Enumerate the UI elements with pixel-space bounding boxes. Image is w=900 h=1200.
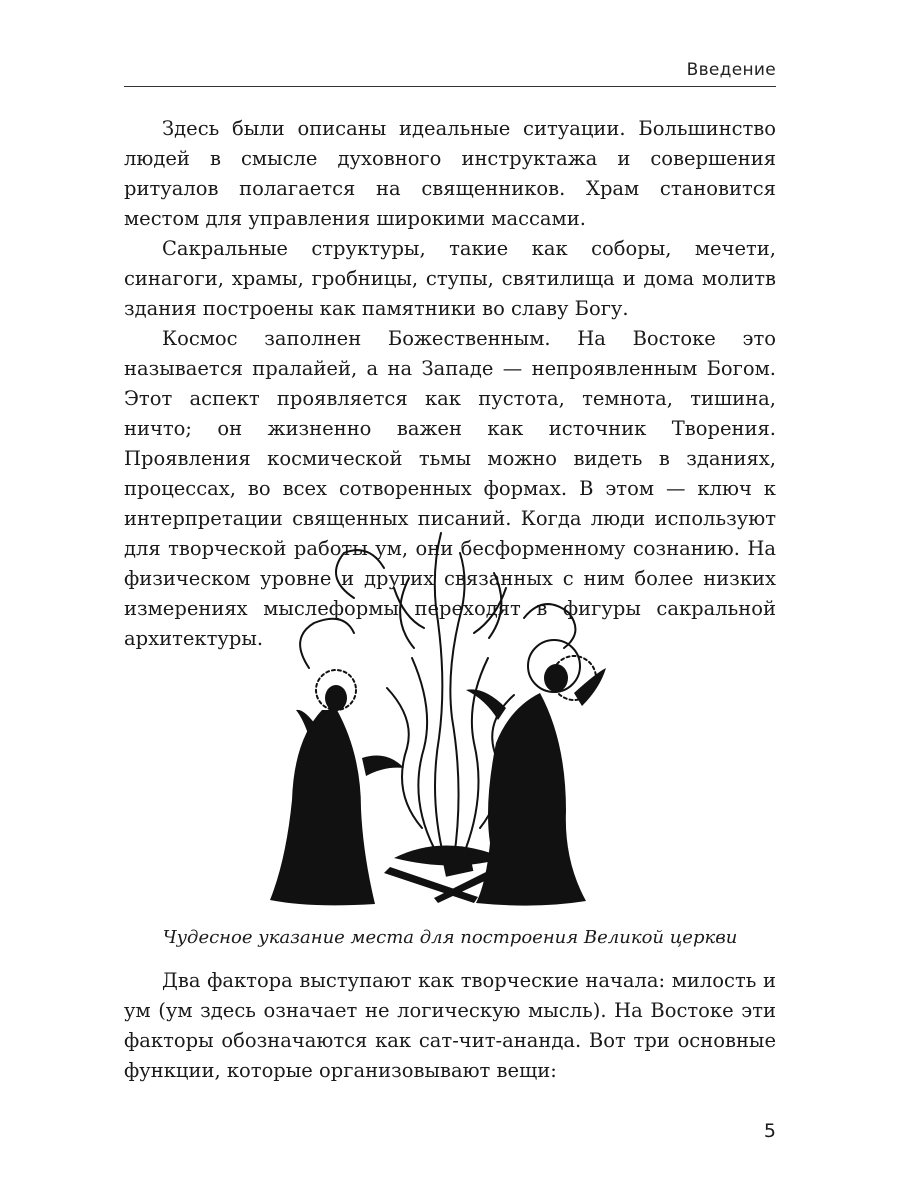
running-head: Введение	[686, 60, 776, 80]
paragraph: Сакральные структуры, такие как соборы, мечети, синагоги, храмы, гробницы, ступы, святилища и дома молитв здания построены как памятники во славу Богу.	[124, 237, 776, 320]
illustration-monks-fire	[244, 528, 644, 913]
page-number: 5	[763, 1120, 776, 1142]
paragraph: Космос заполнен Божественным. На Востоке это называется пралайей, а на Западе — непроявленным Богом. Этот аспект проявляется как пустота, темнота, тишина, ничто; он жизненно важен как источник Творения. Проявления космической тьмы можно видеть в зданиях, процессах, во всех сотворенных формах. В этом — ключ к интерпретации священных писаний. Когда люди используют для творческой работы ум, они бесформенному сознанию. На физическом уровне и других связанных с ним более низких измерениях мыслеформы переходят в фигуры сакральной архитектуры.	[124, 327, 776, 650]
figure-caption: Чудесное указание места для построения Великой церкви	[162, 927, 738, 948]
header-rule	[124, 86, 776, 87]
paragraph: Два фактора выступают как творческие начала: милость и ум (ум здесь означает не логическую мысль). На Востоке эти факторы обозначаются как сат-чит-ананда. Вот три основные функции, которые организовывают вещи:	[124, 969, 776, 1082]
paragraph: Здесь были описаны идеальные ситуации. Большинство людей в смысле духовного инструктажа и совершения ритуалов полагается на священников. Храм становится местом для управления широкими массами.	[124, 117, 776, 230]
body-text-bottom	[124, 966, 776, 1086]
